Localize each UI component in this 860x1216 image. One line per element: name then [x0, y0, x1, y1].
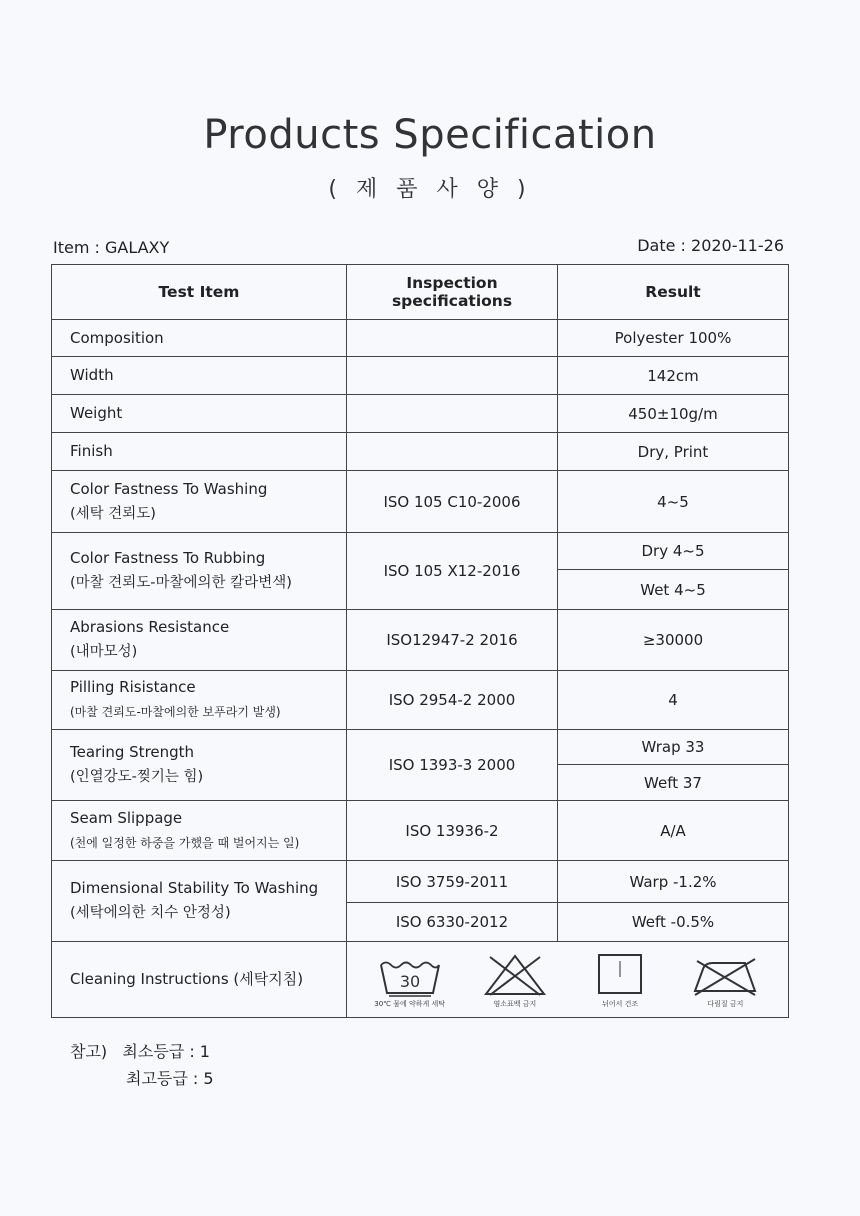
test-item-korean: (세탁 견뢰도) [70, 505, 156, 522]
result-value: Wet 4~5 [558, 570, 789, 610]
spec-value: ISO 6330-2012 [347, 903, 558, 942]
result-value: Polyester 100% [558, 320, 789, 357]
test-item-label: Finish [52, 433, 347, 471]
svg-text:30: 30 [399, 971, 420, 991]
table-row [52, 395, 789, 433]
table-row [52, 357, 789, 395]
document-date: Date : 2020-11-26 [637, 236, 784, 255]
test-item-label [52, 801, 347, 861]
no-chlorine-bleach-icon [469, 953, 561, 1009]
care-caption: 뉘어서 건조 [602, 999, 639, 1008]
test-item-korean: (인열강도-찢기는 힘) [70, 769, 204, 785]
result-value: 4~5 [558, 471, 789, 533]
spec-value: ISO 1393-3 2000 [347, 730, 558, 801]
spec-value [347, 357, 558, 395]
result-value: Dry 4~5 [558, 533, 789, 570]
min-grade: 최소등급 : 1 [122, 1042, 210, 1061]
care-symbols [347, 942, 789, 1018]
dry-flat-icon [574, 951, 666, 1009]
grade-notes [70, 1038, 214, 1092]
table-row [52, 861, 789, 903]
table-row [52, 433, 789, 471]
test-item-label [52, 471, 347, 533]
result-value: A/A [558, 801, 789, 861]
table-row [52, 610, 789, 671]
table-row [52, 730, 789, 765]
result-value: 4 [558, 671, 789, 730]
test-item-label [52, 861, 347, 942]
test-item-name: Pilling Risistance [70, 678, 196, 696]
header-result: Result [558, 265, 789, 320]
spec-value: ISO 2954-2 2000 [347, 671, 558, 730]
care-caption: 30℃ 물에 약하게 세탁 [374, 999, 446, 1008]
test-item-label: Width [52, 357, 347, 395]
test-item-label: Weight [52, 395, 347, 433]
result-value: Dry, Print [558, 433, 789, 471]
test-item-korean: (내마모성) [70, 644, 138, 660]
test-item-label [52, 671, 347, 730]
test-item-korean: (천에 일정한 하중을 가했을 때 벌어지는 일) [70, 835, 300, 850]
test-item-label [52, 533, 347, 610]
cleaning-row [52, 942, 789, 1018]
table-row [52, 471, 789, 533]
table-row [52, 320, 789, 357]
specification-table [51, 264, 789, 1018]
header-inspection-spec: Inspection specifications [347, 265, 558, 320]
result-value: 450±10g/m [558, 395, 789, 433]
max-grade: 최고등급 : 5 [126, 1069, 214, 1088]
table-header-row [52, 265, 789, 320]
test-item-name: Color Fastness To Rubbing [70, 549, 266, 567]
test-item-name: Abrasions Resistance [70, 618, 230, 636]
test-item-korean: (마찰 견뢰도-마찰에의한 칼라변색) [70, 575, 292, 591]
spec-value: ISO 105 X12-2016 [347, 533, 558, 610]
spec-value [347, 433, 558, 471]
test-item-label [52, 610, 347, 671]
spec-value [347, 395, 558, 433]
care-caption: 염소표백 금지 [493, 999, 537, 1008]
test-item-name: Seam Slippage [70, 808, 183, 827]
result-value: Weft 37 [558, 765, 789, 801]
document-title: Products Specification [203, 112, 657, 158]
no-ironing-icon [679, 955, 771, 1009]
document-subtitle: ( 제 품 사 양 ) [328, 177, 532, 202]
table-row [52, 533, 789, 570]
result-value: Warp -1.2% [558, 861, 789, 903]
spec-value: ISO 105 C10-2006 [347, 471, 558, 533]
header-test-item: Test Item [52, 265, 347, 320]
test-item-label: Composition [52, 320, 347, 357]
test-item-korean: (세탁에의한 치수 안정성) [70, 905, 231, 921]
test-item-label [52, 730, 347, 801]
spec-value [347, 320, 558, 357]
result-value: 142cm [558, 357, 789, 395]
result-value: Wrap 33 [558, 730, 789, 765]
item-name: Item : GALAXY [53, 238, 170, 257]
test-item-name: Tearing Strength [70, 743, 195, 761]
cleaning-label: Cleaning Instructions (세탁지침) [52, 942, 347, 1018]
test-item-name: Dimensional Stability To Washing [70, 879, 319, 897]
spec-value: ISO12947-2 2016 [347, 610, 558, 671]
care-caption: 다림질 금지 [707, 999, 744, 1008]
test-item-korean: (마찰 견뢰도-마찰에의한 보푸라기 발생) [70, 705, 281, 719]
wash-30-gentle-icon [364, 957, 456, 1009]
result-value: ≥30000 [558, 610, 789, 671]
spec-value: ISO 3759-2011 [347, 861, 558, 903]
result-value: Weft -0.5% [558, 903, 789, 942]
notes-prefix: 참고) [70, 1042, 108, 1061]
table-row [52, 671, 789, 730]
test-item-name: Color Fastness To Washing [70, 479, 268, 498]
spec-value: ISO 13936-2 [347, 801, 558, 861]
table-row [52, 801, 789, 861]
